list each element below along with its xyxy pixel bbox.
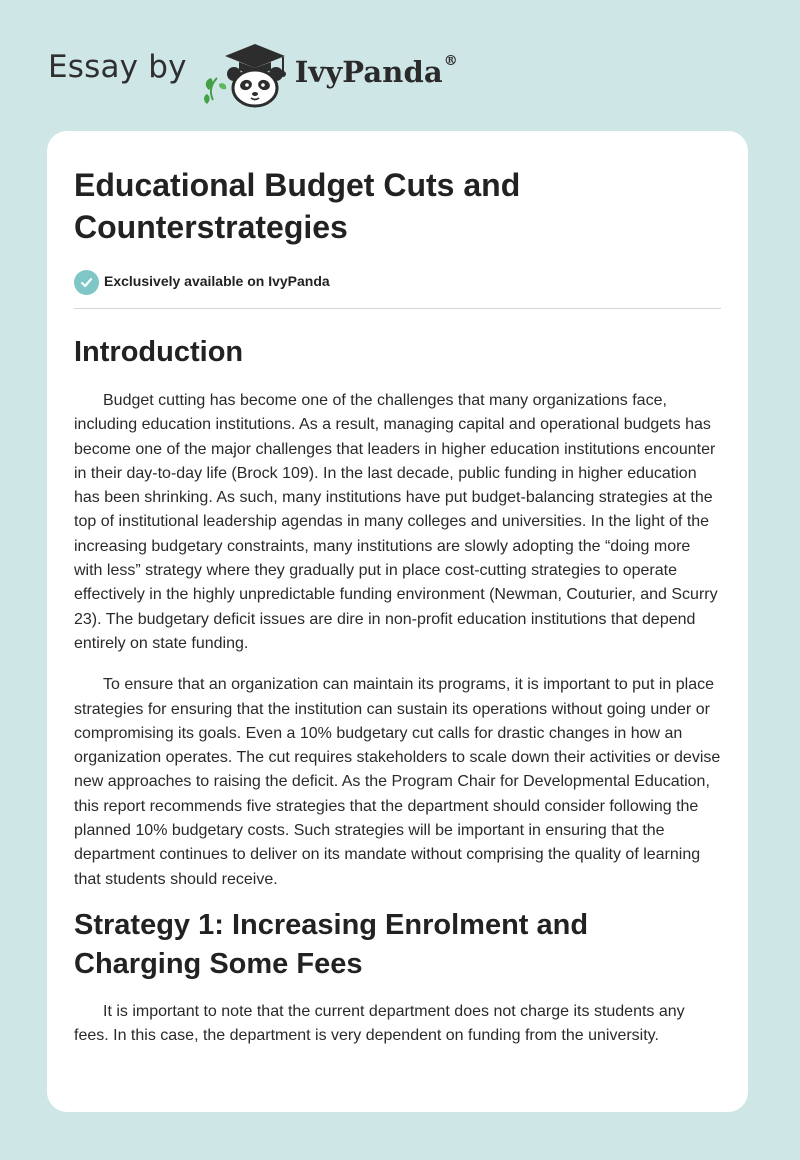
registered-mark: ® (443, 53, 458, 69)
section-strategy-1 (74, 906, 721, 1049)
section-introduction (74, 333, 721, 892)
essay-title: Educational Budget Cuts and Counterstrategies (74, 167, 521, 245)
ivypanda-brand-name[interactable]: IvyPanda® (294, 53, 458, 89)
paragraph: To ensure that an organization can maintain its programs, it is important to put in place strategies for ensuring that the institution can sustain its operations without going under or compromising its goals. Even a 10% budgetary cut calls for drastic changes in how an organization operates. The cut requires stakeholders to scale down their activities or devise new approaches to raising the deficit. As the Program Chair for Developmental Education, this report recommends five strategies that the department should consider following the planned 10% budgetary costs. Such strategies will be important in ensuring that the department continues to deliver on its mandate without comprising the quality of learning that students should receive. (74, 676, 721, 888)
essay-card (47, 131, 748, 1112)
panda-graduation-cap-icon[interactable] (199, 38, 291, 108)
essay-by-label: Essay by (48, 49, 187, 85)
section-heading: Introduction (74, 336, 244, 368)
exclusive-badge (74, 268, 721, 296)
site-header (48, 38, 458, 108)
check-icon (74, 270, 99, 295)
paragraph: It is important to note that the current department does not charge its students any fees. In this case, the department is very dependent on funding from the university. (74, 1002, 685, 1045)
section-heading: Strategy 1: Increasing Enrolment and Charging Some Fees (74, 908, 589, 980)
exclusive-label: Exclusively available on IvyPanda (104, 273, 330, 289)
paragraph: Budget cutting has become one of the challenges that many organizations face, including education institutions. As a result, managing capital and operational budgets has become one of the major challenges that leaders in higher education institutions encounter in their day-to-day life (Brock 109). In the last decade, public funding in higher education has been shrinking. As such, many institutions have put budget-balancing strategies at the top of institutional leadership agendas in many colleges and universities. In the light of the increasing budgetary constraints, many institutions are slowly adopting the “doing more with less” strategy where they gradually put in place cost-cutting strategies to operate effectively in the highly unpredictable funding environment (Newman, Couturier, and Scurry 23). The budgetary deficit issues are dire in non-profit education institutions that depend entirely on state funding. (74, 392, 718, 652)
title-divider (74, 308, 721, 309)
